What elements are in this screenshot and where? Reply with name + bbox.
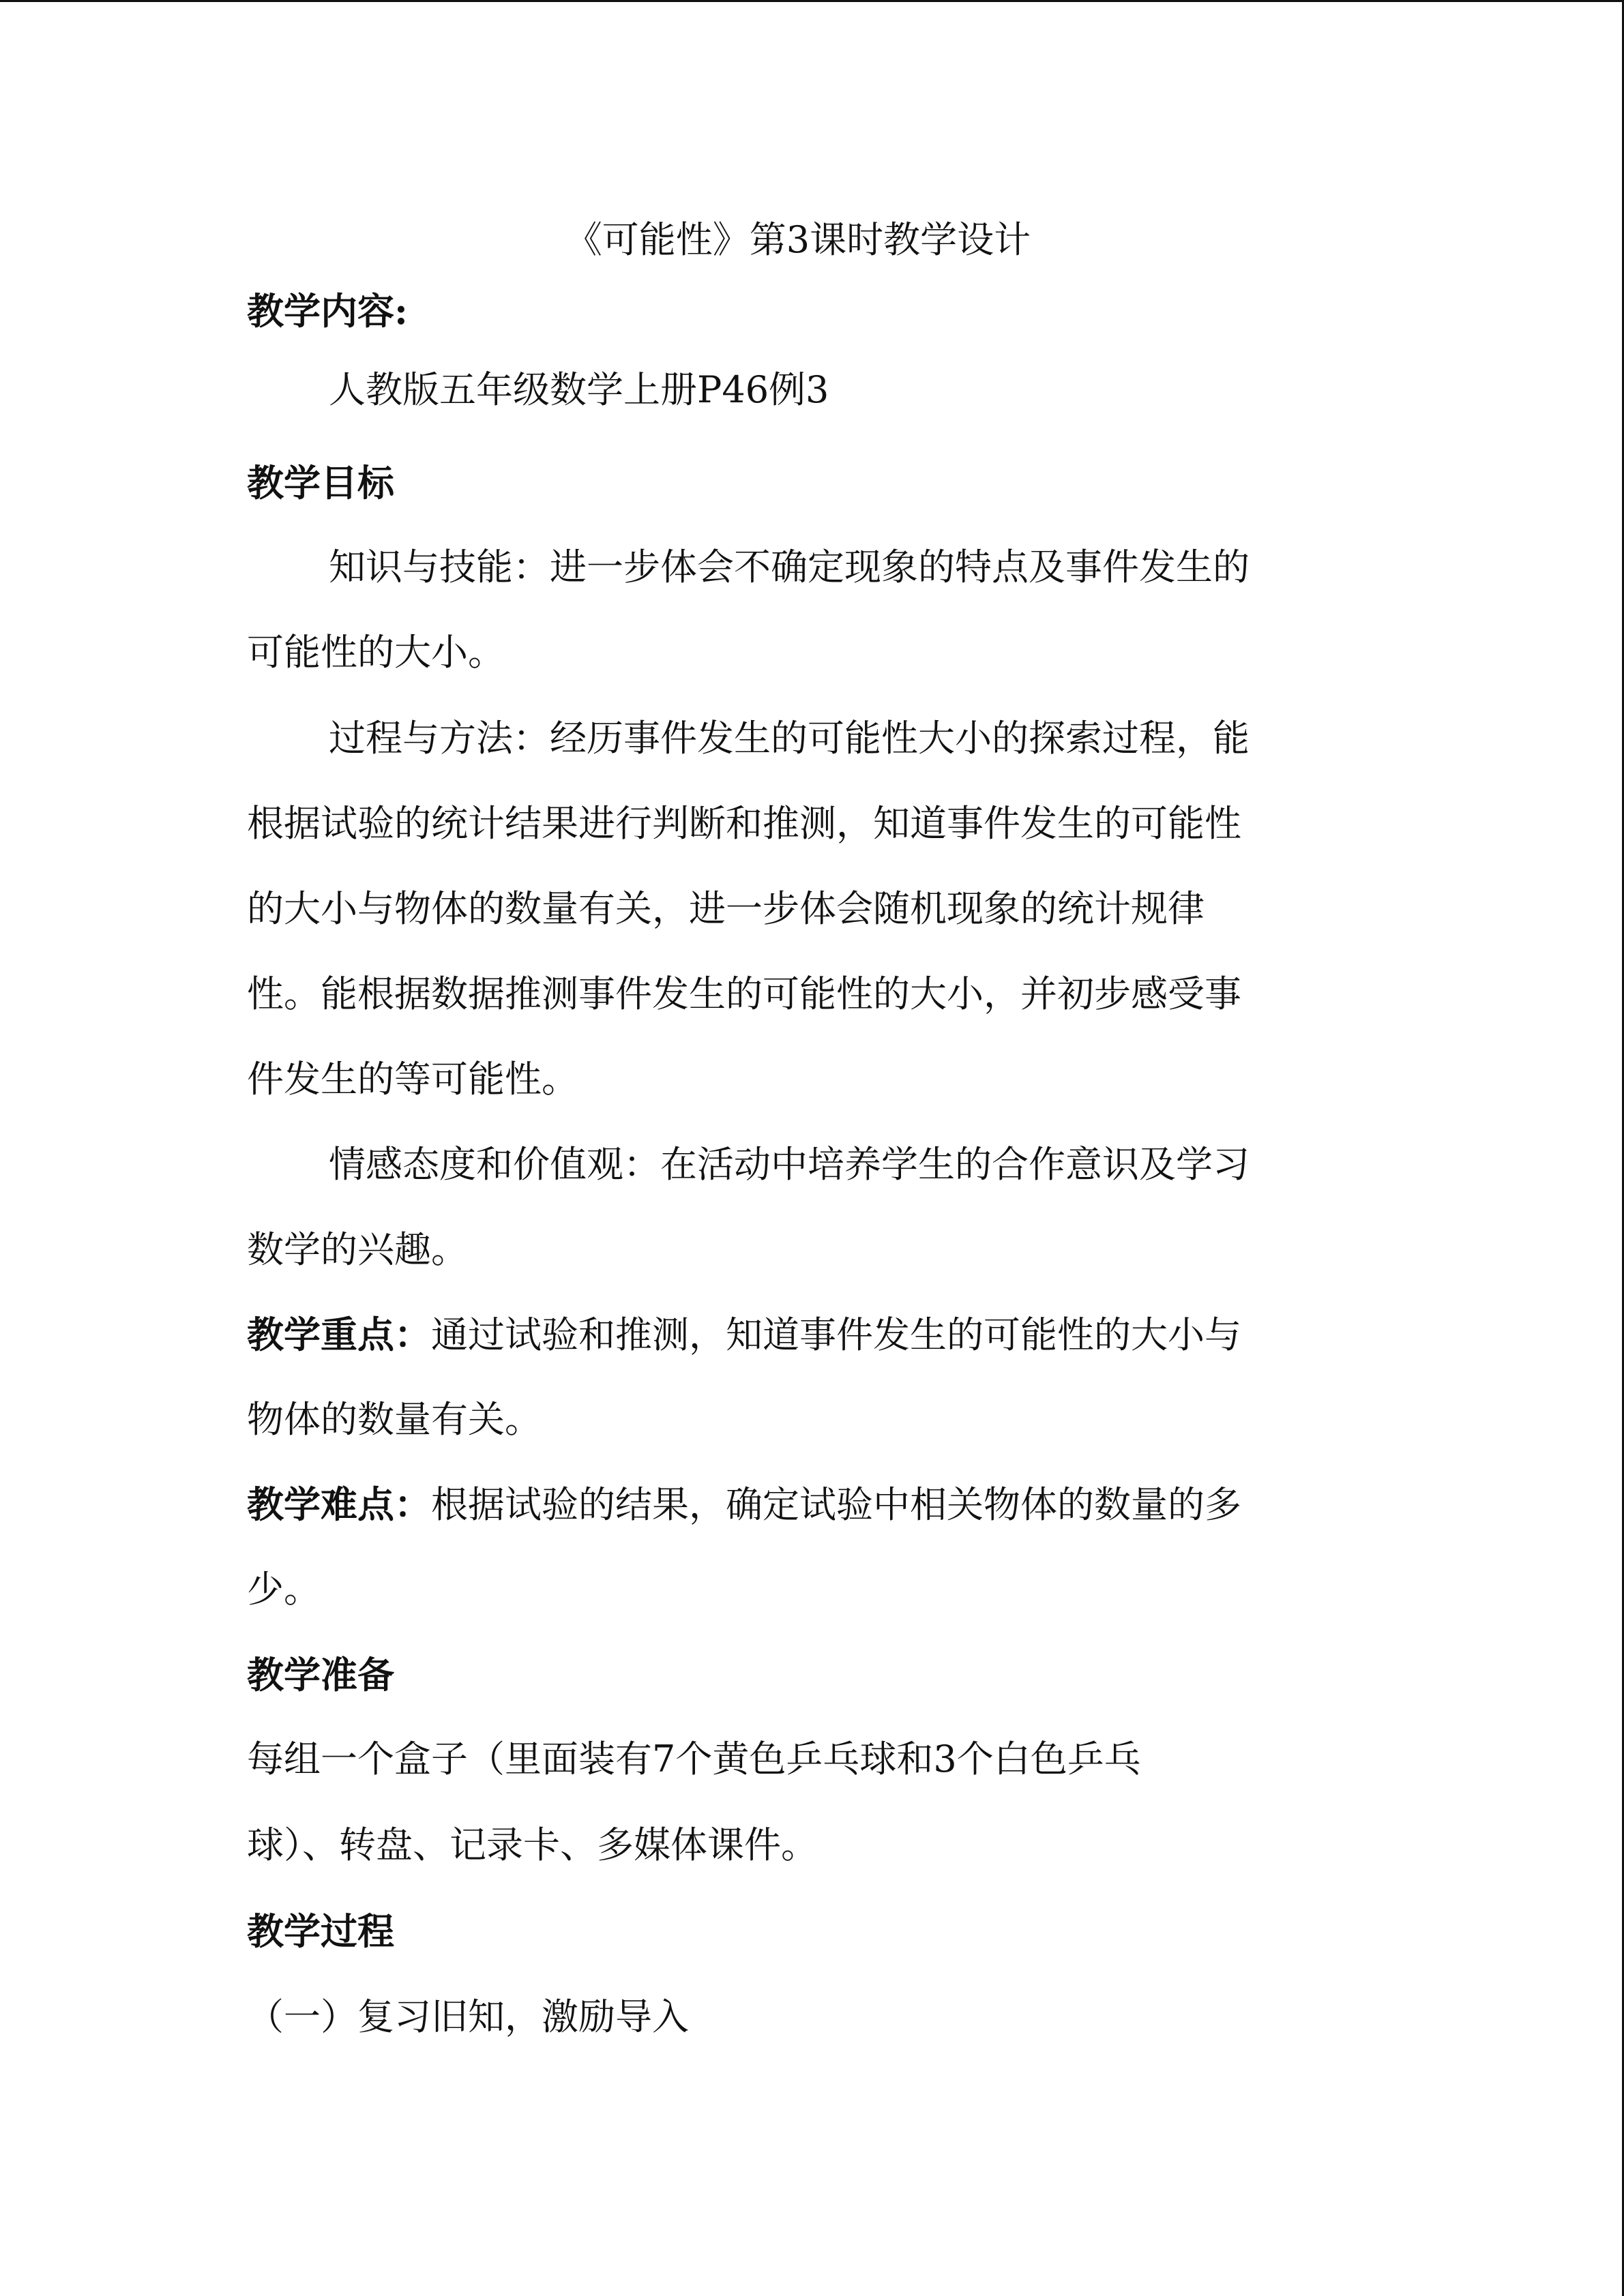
difficulty-label: 教学难点：: [247, 1482, 431, 1526]
objective-line: 情感态度和价值观：在活动中培养学生的合作意识及学习: [329, 1143, 1250, 1186]
objective-line: 的大小与物体的数量有关，进一步体会随机现象的统计规律: [247, 887, 1205, 930]
objective-line: 数学的兴趣。: [247, 1228, 468, 1271]
preparation-line: 球）、转盘、记录卡、多媒体课件。: [247, 1823, 818, 1866]
objective-line: 根据试验的统计结果进行判断和推测，知道事件发生的可能性: [247, 802, 1241, 845]
document-title: 《可能性》第3课时教学设计: [565, 218, 1031, 261]
heading-objectives: 教学目标: [247, 461, 394, 505]
process-step: （一）复习旧知，激励导入: [247, 1995, 689, 2038]
objective-line: 件发生的等可能性。: [247, 1058, 578, 1101]
key-point-paragraph: [247, 1307, 1241, 1362]
heading-content: 教学内容:: [247, 289, 408, 333]
objective-line: 性。能根据数据推测事件发生的可能性的大小，并初步感受事: [247, 972, 1241, 1015]
key-point-line: 物体的数量有关。: [247, 1398, 542, 1441]
objective-line: 可能性的大小。: [247, 631, 505, 674]
key-point-label: 教学重点：: [247, 1313, 431, 1356]
preparation-line: 每组一个盒子（里面装有7个黄色乒乓球和3个白色乒乓: [247, 1738, 1141, 1780]
objective-line: 过程与方法：经历事件发生的可能性大小的探索过程，能: [329, 717, 1250, 760]
heading-preparation: 教学准备: [247, 1653, 394, 1697]
heading-process: 教学过程: [247, 1909, 394, 1953]
content-line: 人教版五年级数学上册P46例3: [329, 368, 829, 411]
difficulty-paragraph: [247, 1477, 1241, 1532]
key-point-text: 通过试验和推测，知道事件发生的可能性的大小与: [431, 1313, 1241, 1356]
difficulty-text: 根据试验的结果，确定试验中相关物体的数量的多: [431, 1483, 1241, 1526]
difficulty-line: 少。: [247, 1568, 321, 1611]
objective-line: 知识与技能：进一步体会不确定现象的特点及事件发生的: [329, 546, 1250, 588]
page-border-top: [0, 0, 1624, 2]
